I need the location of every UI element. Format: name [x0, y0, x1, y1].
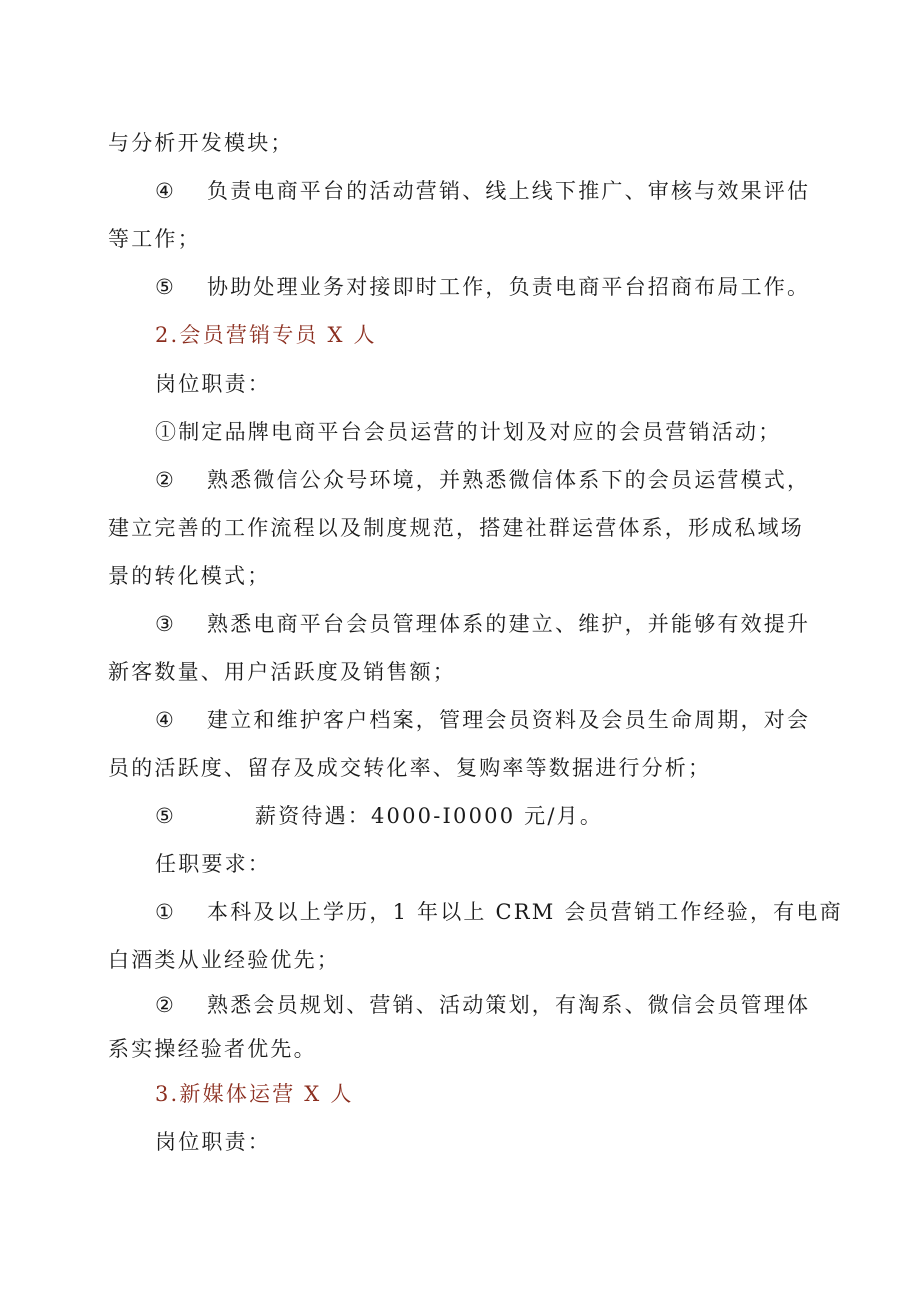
- paragraph-line: 系实操经验者优先。: [108, 1037, 317, 1061]
- section-heading: 3.新媒体运营 X 人: [155, 1082, 354, 1106]
- subsection-label: 任职要求：: [155, 852, 271, 876]
- item-text: 薪资待遇：4000-I0000 元/月。: [255, 804, 604, 828]
- item-number: ⑤: [155, 275, 174, 299]
- item-number: ②: [155, 993, 174, 1017]
- paragraph-line: 建立完善的工作流程以及制度规范，搭建社群运营体系，形成私域场: [108, 516, 804, 540]
- paragraph-line: 白酒类从业经验优先；: [108, 948, 340, 972]
- subsection-label: 岗位职责：: [155, 372, 271, 396]
- list-item-4: [155, 181, 867, 202]
- item-number: ④: [155, 708, 174, 732]
- item-text: 本科及以上学历，1 年以上 CRM 会员营销工作经验，有电商: [207, 900, 843, 924]
- item-text: 负责电商平台的活动营销、线上线下推广、审核与效果评估: [207, 179, 811, 203]
- item-number: ⑤: [155, 804, 174, 828]
- list-item-5: [155, 277, 867, 298]
- paragraph-line: 景的转化模式；: [108, 564, 271, 588]
- list-item-2: [155, 995, 867, 1016]
- list-item-3: [155, 614, 867, 635]
- paragraph-line: 员的活跃度、留存及成交转化率、复购率等数据进行分析；: [108, 756, 712, 780]
- paragraph-line: 新客数量、用户活跃度及销售额；: [108, 660, 456, 684]
- item-number: ②: [155, 468, 174, 492]
- list-item-1: [155, 902, 867, 923]
- item-text: 熟悉会员规划、营销、活动策划，有淘系、微信会员管理体: [207, 993, 811, 1017]
- item-text: 熟悉微信公众号环境，并熟悉微信体系下的会员运营模式，: [207, 468, 811, 492]
- item-text: 协助处理业务对接即时工作，负责电商平台招商布局工作。: [207, 275, 811, 299]
- paragraph-line: 等工作；: [108, 227, 201, 251]
- section-heading: 2.会员营销专员 X 人: [155, 323, 377, 347]
- list-item-2: [155, 470, 867, 491]
- item-number: ④: [155, 179, 174, 203]
- item-text: 熟悉电商平台会员管理体系的建立、维护，并能够有效提升: [207, 612, 811, 636]
- subsection-label: 岗位职责：: [155, 1130, 271, 1154]
- list-item-1: ①制定品牌电商平台会员运营的计划及对应的会员营销活动；: [155, 420, 782, 444]
- paragraph-line: 与分析开发模块；: [108, 131, 294, 155]
- item-number: ①: [155, 900, 174, 924]
- item-number: ③: [155, 612, 174, 636]
- list-item-4: [155, 710, 867, 731]
- list-item-5: [155, 806, 867, 827]
- item-text: 建立和维护客户档案，管理会员资料及会员生命周期，对会: [207, 708, 811, 732]
